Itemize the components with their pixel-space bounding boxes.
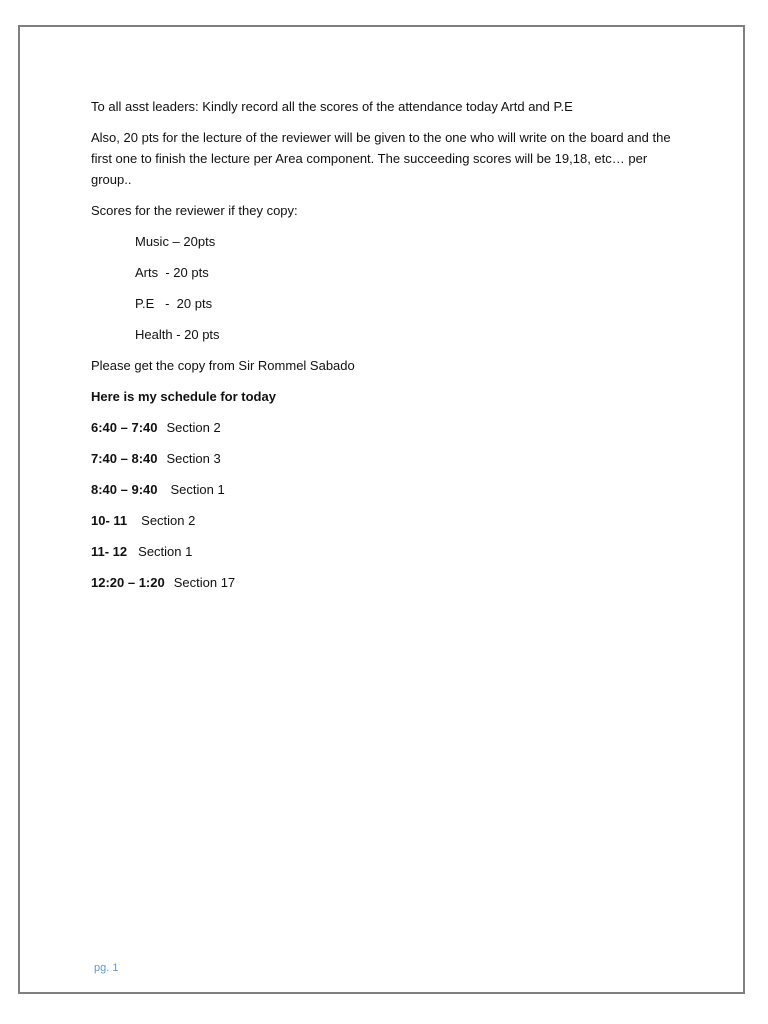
paragraph-instructions: To all asst leaders: Kindly record all the scores of the attendance today Artd and P.E bbox=[91, 99, 573, 114]
schedule-time: 10- 11 bbox=[91, 513, 128, 528]
schedule-section: Section 2 bbox=[166, 420, 221, 435]
schedule-time: 12:20 – 1:20 bbox=[91, 575, 165, 590]
document-body bbox=[91, 96, 681, 603]
paragraph-copy-source: Please get the copy from Sir Rommel Sabado bbox=[91, 358, 355, 373]
schedule-time: 11- 12 bbox=[91, 544, 128, 559]
page-number-footer: pg. 1 bbox=[94, 962, 119, 974]
schedule-row bbox=[91, 417, 681, 438]
schedule-row bbox=[91, 541, 681, 562]
schedule-section: Section 2 bbox=[141, 513, 196, 528]
schedule-row bbox=[91, 448, 681, 469]
document-page bbox=[18, 25, 745, 994]
paragraph-lecture-scores: Also, 20 pts for the lecture of the reviewer will be given to the one who will write on the board and the first one to finish the lecture per Area component. The succeeding scores will be 19,18, etc… per group.. bbox=[91, 130, 671, 187]
score-item-pe: P.E - 20 pts bbox=[135, 296, 213, 311]
score-item-health: Health - 20 pts bbox=[135, 327, 220, 342]
schedule-time: 8:40 – 9:40 bbox=[91, 482, 158, 497]
paragraph-reviewer-scores-intro: Scores for the reviewer if they copy: bbox=[91, 203, 298, 218]
schedule-time: 6:40 – 7:40 bbox=[91, 420, 158, 435]
schedule-time: 7:40 – 8:40 bbox=[91, 451, 158, 466]
schedule-heading: Here is my schedule for today bbox=[91, 389, 276, 404]
schedule-row bbox=[91, 479, 681, 500]
schedule-row bbox=[91, 572, 681, 593]
schedule-section: Section 1 bbox=[170, 482, 225, 497]
schedule-section: Section 17 bbox=[173, 575, 236, 590]
score-item-arts: Arts - 20 pts bbox=[135, 265, 209, 280]
schedule-section: Section 1 bbox=[138, 544, 193, 559]
schedule-section: Section 3 bbox=[166, 451, 221, 466]
schedule-row bbox=[91, 510, 681, 531]
score-item-music: Music – 20pts bbox=[135, 234, 216, 249]
